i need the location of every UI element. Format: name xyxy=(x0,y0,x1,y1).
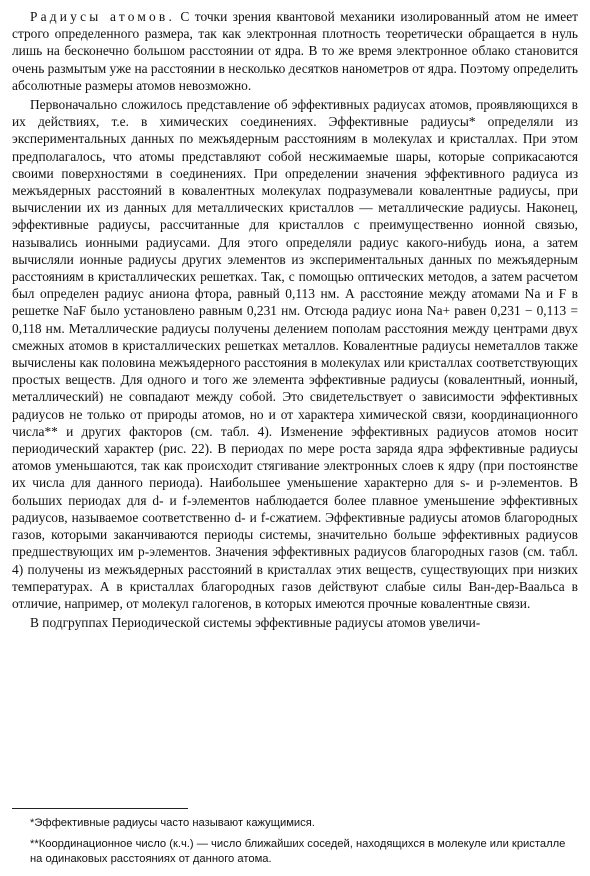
paragraph-text: В подгруппах Периодической системы эффективные радиусы атомов увеличи- xyxy=(30,615,481,631)
footnotes xyxy=(12,816,578,873)
footnote-1: *Эффективные радиусы часто называют кажущимися. xyxy=(30,817,315,829)
footnote-2: **Координационное число (к.ч.) — число ближайших соседей, находящихся в молекуле или кристалле на одинаковых расстояниях от данного атома. xyxy=(30,838,566,865)
footnote-divider xyxy=(12,808,188,809)
paragraph-effective-radii xyxy=(12,96,578,612)
paragraph-text: С точки зрения квантовой механики изолированный атом не имеет строго определенного размера, так как электронная плотность теоретически обращается в нуль лишь на бесконечно большом расстоянии от ядра. В то же время электронное облако становится очень размытым уже на расстоянии в несколько десятков нанометров от ядра. Поэтому определить абсолютные размеры атомов невозможно. xyxy=(12,9,579,93)
paragraph-subgroups xyxy=(12,614,578,631)
paragraph-text: Первоначально сложилось представление об эффективных радиусах атомов, проявляющихся в их действиях, т.е. в химических соединениях. Эффективные радиусы* определяли из экспериментальных данных по межъядерным расстояниям в молекулах и кристаллах. При этом предполагалось, что атомы представляют собой несжимаемые шары, которые соприкасаются своими поверхностями в соединениях. При определении значения эффективного радиуса из межъядерных расстояний в ковалентных молекулах подразумевали ковалентные радиусы, при вычислении их из данных для металлических кристаллов — металлические радиусы. Наконец, эффективные радиусы, рассчитанные для кристаллов с преимущественно ионной связью, назывались ионными радиусами. Для этого определяли радиус какого-нибудь иона, а затем вычисляли ионные радиусы других элементов из экспериментальных данных по межъядерным расстояниям в кристаллических решетках. Так, с помощью оптических методов, а затем расчетом был определен радиус аниона фтора, равный 0,113 нм. А расстояние между атомами Na и F в решетке NaF было установлено равным 0,231 нм. Отсюда радиус иона Na+ равен 0,231 − 0,113 = 0,118 нм. Металлические радиусы получены делением пополам расстояния между центрами двух смежных атомов в кристаллических решетках металлов. Ковалентные радиусы неметаллов также вычислены как половина межъядерного расстояния в молекулах или кристаллах соответствующих простых веществ. Для одного и того же элемента эффективные радиусы (ковалентный, ионный, металлический) не совпадают между собой. Это свидетельствует о зависимости эффективных радиусов не только от природы атомов, но и от характера химической связи, координационного числа** и других факторов (см. табл. 4). Изменение эффективных радиусов атомов носит периодический характер (рис. 22). В периодах по мере роста заряда ядра эффективные радиусы атомов уменьшаются, так как происходит стягивание электронных слоев к ядру (при постоянстве их числа для данного периода). Наибольшее уменьшение характерно для s- и p-элементов. В больших периодах для d- и f-элементов наблюдается более плавное уменьшение эффективных радиусов, называемое соответственно d- и f-сжатием. Эффективные радиусы атомов благородных газов, которыми заканчиваются периоды системы, значительно больше эффективных радиусов предшествующих им p-элементов. Значения эффективных радиусов благородных газов (см. табл. 4) получены из межъядерных расстояний в кристаллах этих веществ, существующих при низких температурах. А в кристаллах благородных газов действуют слабые силы Ван-дер-Ваальса в отличие, например, от молекул галогенов, в которых имеются прочные ковалентные связи. xyxy=(12,97,578,611)
paragraph-atomic-radii-intro xyxy=(12,8,578,94)
section-lead-title: Радиусы атомов. xyxy=(30,9,175,24)
